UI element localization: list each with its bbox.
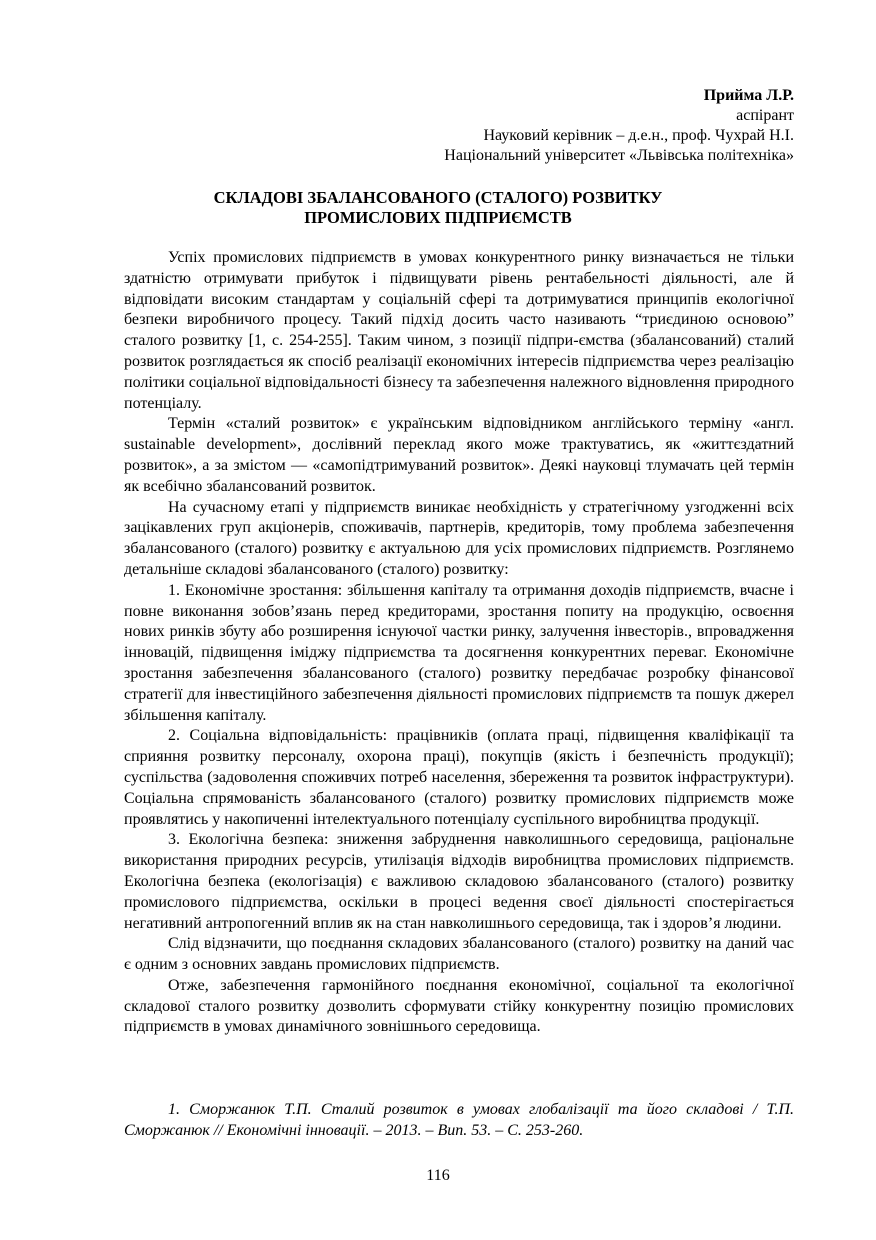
author-name: Прийма Л.Р. — [703, 87, 794, 104]
paragraph-economic-growth: 1. Економічне зростання: збільшення капіталу та отримання доходів підприємств, вчасне і повне виконання зобов’язань перед кредиторами, зростання попиту на продукцію, освоєння нових ринків збуту або розширення існуючої частки ринку, залучення інвесторів., впровадження інновацій, підвищення іміджу підприємства та досягнення конкурентних переваг. Економічне зростання забезпечення збалансованого (сталого) розвитку передбачає розробку фінансової стратегії для інвестиційного забезпечення діяльності промислових підприємств та пошук джерел збільшення капіталу. — [124, 581, 794, 724]
paragraph-social-responsibility: 2. Соціальна відповідальність: працівників (оплата праці, підвищення кваліфікації та сприяння розвитку персоналу, охорона праці), покупців (якість і безпечність продукції); суспільства (задоволення споживчих потреб населення, збереження та розвиток інфраструктури). Соціальна спрямованість збалансованого (сталого) розвитку промислових підприємств може проявлятись у накопиченні інтелектуального потенціалу суспільного виробництва продукції. — [124, 727, 794, 828]
paragraph-intro: Успіх промислових підприємств в умовах конкурентного ринку визначається не тільки здатністю отримувати прибуток і підвищувати рівень рентабельності діяльності, але й відповідати високим стандартам у соціальній сфері та дотримуватися принципів екологічної безпеки виробничого процесу. Такий підхід досить часто називають “триєдиною основою” сталого розвитку [1, с. 254-255]. Таким чином, з позиції підпри-ємства (збалансований) сталий розвиток розглядається як спосіб реалізації економічних інтересів підприємства через реалізацію політики соціальної відповідальності бізнесу та забезпечення належного відновлення природного потенціалу. — [124, 249, 794, 412]
title-line-2: ПРОМИСЛОВИХ ПІДПРИЄМСТВ — [304, 208, 572, 227]
author-block — [194, 86, 794, 166]
paragraph-current-stage: На сучасному етапі у підприємств виникає необхідність у стратегічному узгодженні всіх зацікавлених груп акціонерів, споживачів, партнерів, кредиторів, тому проблема забезпечення збалансованого (сталого) розвитку є актуальною для усіх промислових підприємств. Розглянемо детальніше складові збалансованого (сталого) розвитку: — [124, 498, 794, 578]
paragraph-conclusion: Отже, забезпечення гармонійного поєднання економічної, соціальної та екологічної складової сталого розвитку дозволить сформувати стійку конкурентну позицію промислових підприємств в умовах динамічного зовнішнього середовища. — [124, 976, 794, 1036]
body-text — [124, 248, 794, 1038]
paragraph-term: Термін «сталий розвиток» є українським відповідником англійського терміну «англ. sustainable development», дослівний переклад якого може трактуватись, як «життєздатний розвиток», а за змістом — «самопідтримуваний розвиток». Деякі науковці тлумачать цей термін як всебічно збалансований розвиток. — [124, 415, 794, 495]
paragraph-note: Слід відзначити, що поєднання складових збалансованого (сталого) розвитку на даний час є одним з основних завдань промислових підприємств. — [124, 935, 794, 974]
title-line-1: СКЛАДОВІ ЗБАЛАНСОВАНОГО (СТАЛОГО) РОЗВИТКУ — [213, 188, 663, 207]
supervisor-line: Науковий керівник – д.е.н., проф. Чухрай Н.І. — [483, 127, 794, 144]
page-number: 116 — [426, 1167, 450, 1184]
affiliation-line: Національний університет «Львівська політехніка» — [444, 147, 794, 164]
paragraph-ecological-safety: 3. Екологічна безпека: зниження забруднення навколишнього середовища, раціональне використання природних ресурсів, утилізація відходів виробництва промислових підприємств. Екологічна безпека (екологізація) є важливою складовою збалансованого (сталого) розвитку промислового підприємства, оскільки в процесі ведення своєї діяльності спостерігається негативний антропогенний вплив як на стан навколишнього середовища, так і здоров’я людини. — [124, 831, 794, 932]
author-status: аспірант — [736, 107, 794, 124]
paper-title — [80, 188, 796, 228]
reference-item: 1. Сморжанюк Т.П. Сталий розвиток в умовах глобалізації та його складові / Т.П. Сморжанюк // Економічні інновації. – 2013. – Вип. 53. – С. 253-260. — [124, 1101, 794, 1139]
